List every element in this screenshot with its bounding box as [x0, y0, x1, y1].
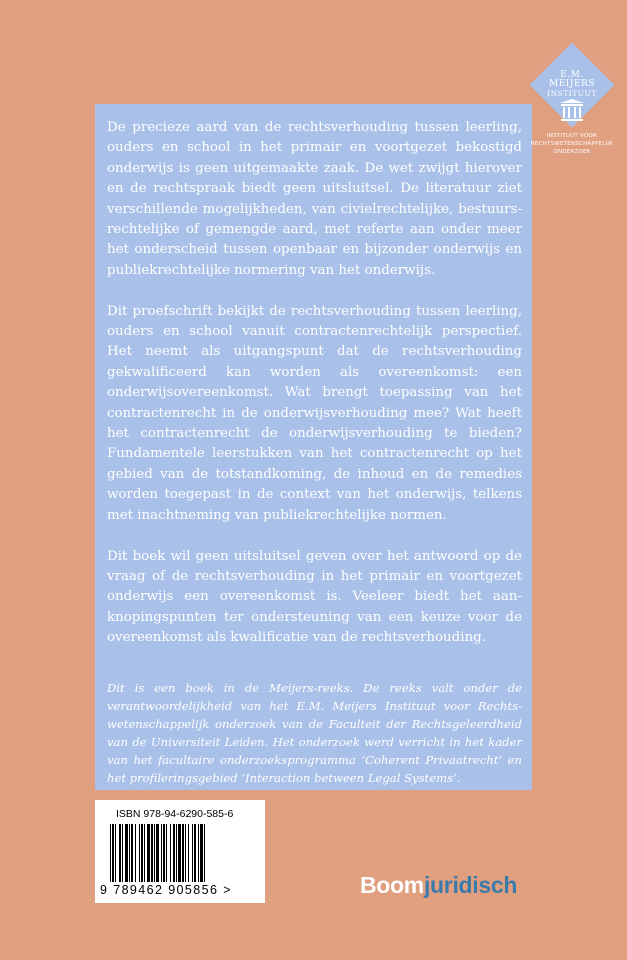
blurb-paragraph-2: Dit proefschrift bekijkt de rechtsverhouding tussen leerling, ouders en school vanuit contractenrechtelijk perspectief. Het neemt als uitgangspunt dat de rechtsverhouding gekwalificeerd kan worden als overeenkomst: een onderwijsovereenkomst. Wat brengt toepassing van het contractenrecht in de onderwijsverhouding mee? Wat heeft het contractenrecht de onderwijsverhouding te bieden? Fundamentele leerstukken van het contractenrecht op het gebied van de totstandkoming, de inhoud en de remedies worden toegepast in de context van het onderwijs, telkens met inachtneming van publiekrechtelijke normen.: [107, 303, 522, 523]
logo-line-3: INSTITUUT: [547, 89, 597, 98]
blurb-paragraph-3: Dit boek wil geen uitsluitsel geven over het antwoord op de vraag of de rechtsverhouding in het primair en voortgezet onderwijs een overeenkomst is. Veeleer biedt het aanknopingspunten ter ondersteuning van een keuze voor de overeenkomst als kwalificatie van de rechtsverhouding.: [107, 548, 522, 646]
publisher-logo: [360, 872, 517, 899]
barcode-bars: [110, 824, 255, 884]
logo-emblem: [527, 40, 617, 130]
logo-line-1: E.M.: [560, 70, 584, 80]
back-cover-text: [107, 118, 522, 807]
barcode-digits: 9 789462 905856 >: [100, 883, 232, 897]
logo-sub-3: ONDERZOEK: [553, 149, 591, 155]
logo-sub-1: INSTITUUT VOOR: [546, 133, 598, 139]
logo-line-2: MEIJERS: [549, 79, 595, 89]
blurb-paragraph-1: De precieze aard van de rechtsverhouding tussen leerling, ouders en school in het primair en voortgezet bekostigd onderwijs is geen uitgemaakte zaak. De wet zwijgt hierover en de rechtspraak biedt geen uitsluitsel. De literatuur ziet verschillende mogelijkheden, van civielrechtelijke, bestuursrechtelijke of gemengde aard, met referte aan onder meer het onderscheid tussen openbaar en bijzonder onderwijs en publiekrechtelijke normering van het onderwijs.: [107, 120, 522, 278]
isbn-label: ISBN 978-94-6290-585-6: [116, 808, 234, 820]
publisher-part-2: juridisch: [423, 872, 518, 898]
series-note: Dit is een boek in de Meijers-reeks. De reeks valt onder de verantwoordelijkheid van het E.M. Meijers Instituut voor Rechtswetenschappelijk onderzoek van de Faculteit der Rechtsgeleerdheid van de Universiteit Leiden. Het onderzoek werd verricht in het kader van het facultaire onderzoeksprogramma ‘Coherent Privaatrecht’ en het profileringsgebied ‘Interaction between Legal Systems’.: [107, 680, 522, 785]
logo-subtitle: [520, 132, 624, 156]
columns-icon: [558, 99, 586, 123]
publisher-part-1: Boom: [360, 872, 424, 898]
meijers-institute-logo: [520, 40, 624, 180]
logo-sub-2: RECHTSWETENSCHAPPELIJK: [530, 141, 614, 147]
